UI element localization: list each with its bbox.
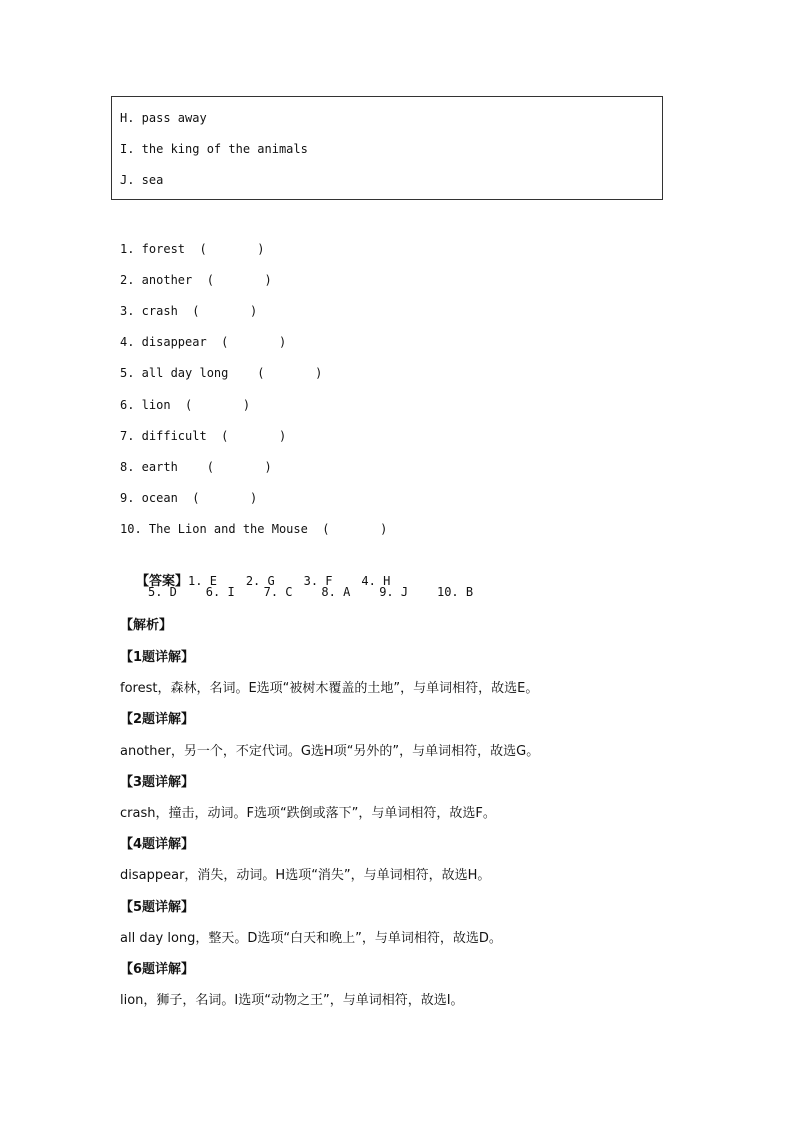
option-h: H. pass away [120,111,207,125]
question-item: 4. disappear ( ) [120,335,287,349]
question-item: 3. crash ( ) [120,304,258,318]
detail-text: another，另一个，不定代词。G选H项“另外的”，与单词相符，故选G。 [120,744,540,759]
detail-title: 【5题详解】 [120,900,195,915]
detail-title: 【2题详解】 [120,712,195,727]
option-i: I. the king of the animals [120,142,308,156]
answer-line-2: 5. D 6. I 7. C 8. A 9. J 10. B [148,585,474,599]
question-item: 5. all day long ( ) [120,366,323,380]
answer-label: 【答案】 [136,574,189,589]
options-box [111,96,663,200]
detail-text: forest，森林，名词。E选项“被树木覆盖的土地”，与单词相符，故选E。 [120,681,539,696]
question-item: 2. another ( ) [120,273,272,287]
detail-title: 【1题详解】 [120,650,195,665]
detail-title: 【6题详解】 [120,962,195,977]
question-item: 10. The Lion and the Mouse ( ) [120,522,388,536]
analysis-heading: 【解析】 [120,618,173,633]
question-item: 8. earth ( ) [120,460,272,474]
detail-text: crash，撞击，动词。F选项“跌倒或落下”，与单词相符，故选F。 [120,806,496,821]
detail-title: 【4题详解】 [120,837,195,852]
detail-text: disappear，消失，动词。H选项“消失”，与单词相符，故选H。 [120,868,491,883]
question-item: 9. ocean ( ) [120,491,258,505]
question-item: 7. difficult ( ) [120,429,287,443]
detail-text: lion，狮子，名词。I选项“动物之王”，与单词相符，故选I。 [120,993,464,1008]
detail-title: 【3题详解】 [120,775,195,790]
question-item: 1. forest ( ) [120,242,265,256]
detail-text: all day long，整天。D选项“白天和晚上”，与单词相符，故选D。 [120,931,502,946]
option-j: J. sea [120,173,164,187]
question-item: 6. lion ( ) [120,398,251,412]
answer-line-1: 1. E 2. G 3. F 4. H [188,574,391,588]
